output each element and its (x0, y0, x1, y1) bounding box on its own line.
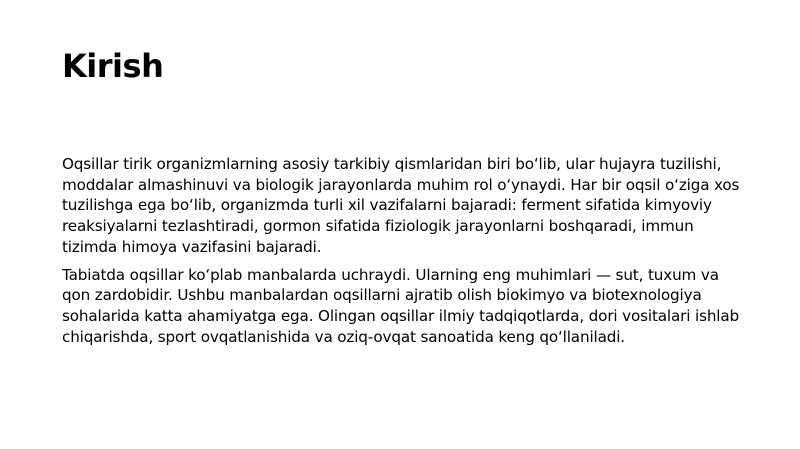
body-paragraph-1: Oqsillar tirik organizmlarning asosiy tarkibiy qismlaridan biri boʻlib, ular hujayra tuzilishi, moddalar almashinuvi va biologik jarayonlarda muhim rol oʻynaydi. Har bir oqsil oʻziga xos tuzilishga ega boʻlib, organizmda turli xil vazifalarni bajaradi: ferment sifatida kimyoviy reaksiyalarni tezlashtiradi, gormon sifatida fiziologik jarayonlarni boshqaradi, immun tizimda himoya vazifasini bajaradi. (62, 155, 740, 256)
slide-body (62, 154, 742, 347)
body-paragraph-2: Tabiatda oqsillar koʻplab manbalarda uchraydi. Ularning eng muhimlari — sut, tuxum va qon zardobidir. Ushbu manbalardan oqsillarni ajratib olish biokimyo va biotexnologiya sohalarida katta ahamiyatga ega. Olingan oqsillar ilmiy tadqiqotlarda, dori vositalari ishlab chiqarishda, sport ovqatlanishida va oziq-ovqat sanoatida keng qoʻllaniladi. (62, 265, 740, 346)
slide-title: Kirish (62, 47, 164, 85)
